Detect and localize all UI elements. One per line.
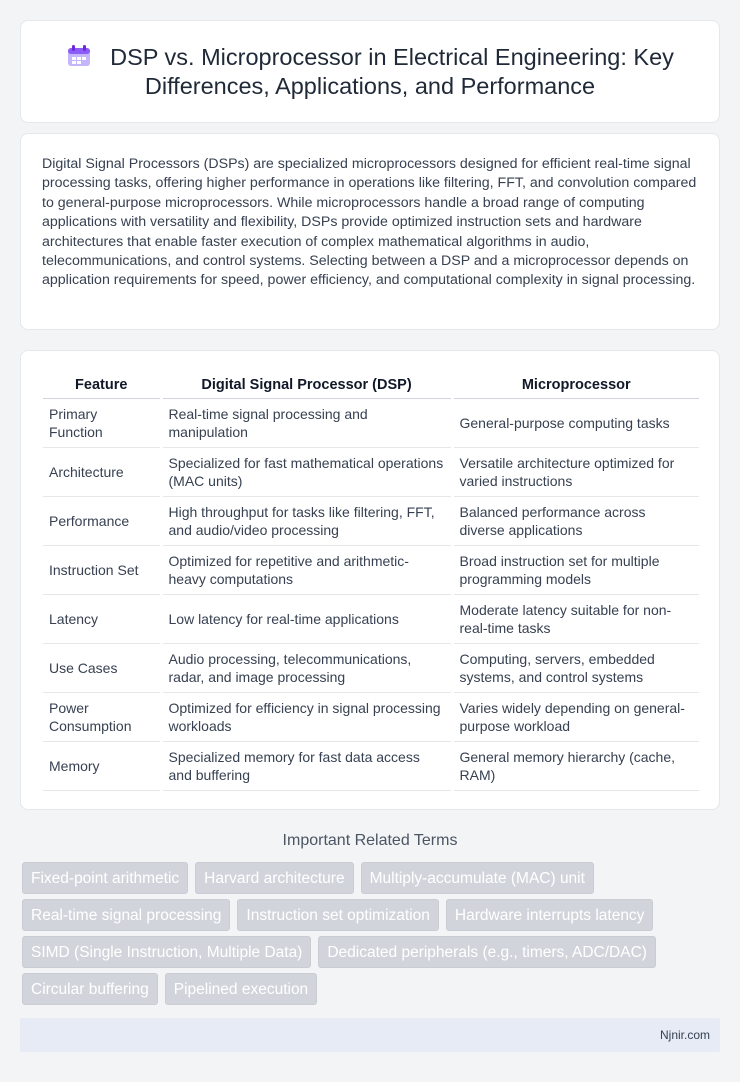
term-tag[interactable]: Fixed-point arithmetic: [22, 862, 188, 894]
term-tag[interactable]: SIMD (Single Instruction, Multiple Data): [22, 936, 311, 968]
title-text: DSP vs. Microprocessor in Electrical Engineering: Key Differences, Applications, and Performance: [110, 44, 674, 99]
header-feature: Feature: [43, 372, 161, 398]
table-row: [43, 398, 699, 447]
feature-cell: Memory: [43, 741, 161, 790]
dsp-cell: Low latency for real-time applications: [161, 594, 452, 643]
microprocessor-cell: Versatile architecture optimized for varied instructions: [452, 447, 699, 496]
table-row: [43, 545, 699, 594]
header-dsp: Digital Signal Processor (DSP): [161, 372, 452, 398]
table-row: [43, 741, 699, 790]
intro-paragraph: Digital Signal Processors (DSPs) are specialized microprocessors designed for efficient real-time signal processing tasks, offering higher performance in operations like filtering, FFT, and convolution compared to general-purpose microprocessors. While microprocessors handle a broad range of computing applications with versatility and flexibility, DSPs provide optimized instruction sets and hardware architectures that enable faster execution of complex mathematical algorithms in audio, telecommunications, and control systems. Selecting between a DSP and a microprocessor depends on application requirements for speed, power efficiency, and computational complexity in signal processing.: [42, 156, 697, 289]
term-tag[interactable]: Pipelined execution: [165, 973, 317, 1005]
footer: [20, 1018, 720, 1052]
microprocessor-cell: Computing, servers, embedded systems, and control systems: [452, 643, 699, 692]
term-tag[interactable]: Harvard architecture: [195, 862, 353, 894]
microprocessor-cell: General-purpose computing tasks: [452, 398, 699, 447]
term-tag[interactable]: Circular buffering: [22, 973, 158, 1005]
feature-cell: Latency: [43, 594, 161, 643]
feature-cell: Primary Function: [43, 398, 161, 447]
related-terms-list: [22, 862, 712, 1005]
dsp-cell: Optimized for repetitive and arithmetic-heavy computations: [161, 545, 452, 594]
dsp-cell: High throughput for tasks like filtering, FFT, and audio/video processing: [161, 496, 452, 545]
feature-cell: Architecture: [43, 447, 161, 496]
microprocessor-cell: Broad instruction set for multiple programming models: [452, 545, 699, 594]
page-title: [21, 43, 719, 101]
title-card: [20, 20, 720, 123]
table-row: [43, 447, 699, 496]
term-tag[interactable]: Hardware interrupts latency: [446, 899, 654, 931]
header-microprocessor: Microprocessor: [452, 372, 699, 398]
microprocessor-cell: Moderate latency suitable for non-real-time tasks: [452, 594, 699, 643]
microprocessor-cell: Balanced performance across diverse applications: [452, 496, 699, 545]
table-row: [43, 496, 699, 545]
table-header-row: [43, 372, 699, 398]
footer-site[interactable]: Njnir.com: [659, 1028, 710, 1042]
table-row: [43, 643, 699, 692]
term-tag[interactable]: Dedicated peripherals (e.g., timers, ADC/DAC): [318, 936, 656, 968]
microprocessor-cell: General memory hierarchy (cache, RAM): [452, 741, 699, 790]
table-row: [43, 692, 699, 741]
dsp-cell: Specialized for fast mathematical operations (MAC units): [161, 447, 452, 496]
intro-card: [20, 133, 720, 330]
term-tag[interactable]: Multiply-accumulate (MAC) unit: [361, 862, 594, 894]
term-tag[interactable]: Instruction set optimization: [237, 899, 439, 931]
feature-cell: Instruction Set: [43, 545, 161, 594]
feature-cell: Power Consumption: [43, 692, 161, 741]
microprocessor-cell: Varies widely depending on general-purpose workload: [452, 692, 699, 741]
table-row: [43, 594, 699, 643]
dsp-cell: Optimized for efficiency in signal processing workloads: [161, 692, 452, 741]
term-tag[interactable]: Real-time signal processing: [22, 899, 230, 931]
dsp-cell: Audio processing, telecommunications, radar, and image processing: [161, 643, 452, 692]
feature-cell: Use Cases: [43, 643, 161, 692]
related-terms-title: Important Related Terms: [282, 832, 458, 849]
dsp-cell: Specialized memory for fast data access and buffering: [161, 741, 452, 790]
dsp-cell: Real-time signal processing and manipulation: [161, 398, 452, 447]
feature-cell: Performance: [43, 496, 161, 545]
comparison-card: [20, 350, 720, 810]
comparison-table: [43, 372, 699, 791]
calendar-icon: [66, 44, 92, 68]
